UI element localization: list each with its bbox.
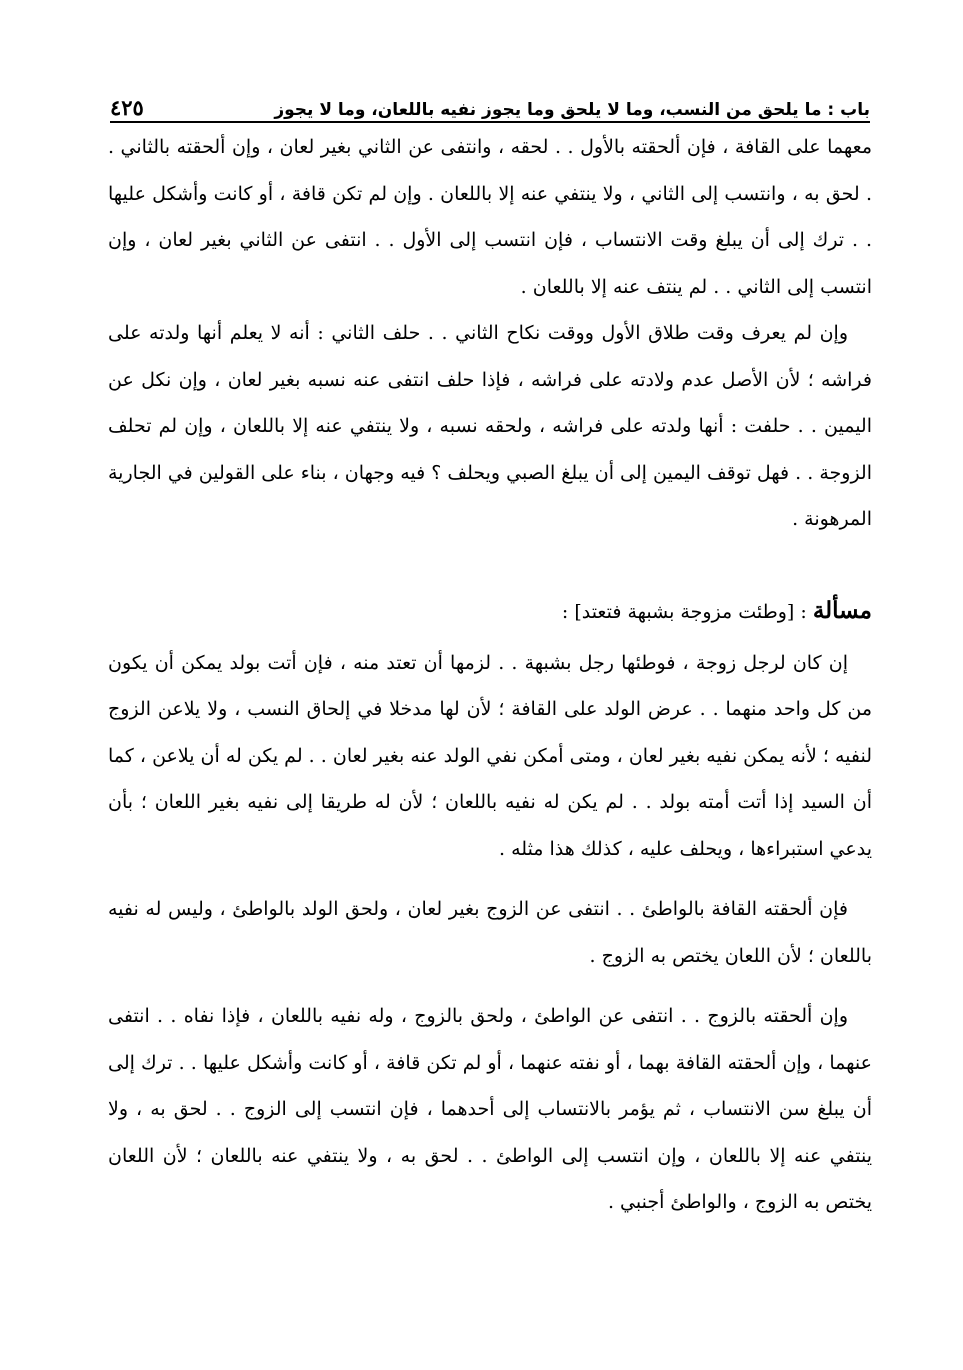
paragraph-continuation: معهما على القافة ، فإن ألحقته بالأول . . لحقه ، وانتفى عن الثاني بغير لعان ، وإن ألحقته بالثاني . . لحق به ، وانتسب إلى الثاني ، ولا ينتفي عنه إلا باللعان . وإن لم تكن قافة ، أو كانت وأشكل عليها . . ترك إلى أن يبلغ وقت الانتساب ، فإن انتسب إلى الأول . . انتفى عن الثاني بغير لعان ، وإن انتسب إلى الثاني . . لم ينتف عنه إلا باللعان . bbox=[108, 136, 872, 298]
page-body bbox=[108, 124, 872, 1226]
paragraph-attached-to-wati: فإن ألحقته القافة بالواطئ . . انتفى عن الزوج بغير لعان ، ولحق الولد بالواطئ ، وليس له نفيه باللعان ؛ لأن اللعان يختص به الزوج . bbox=[108, 898, 872, 967]
page-number: ٤٢٥ bbox=[110, 95, 144, 120]
page-header bbox=[110, 86, 870, 120]
issue-heading bbox=[108, 591, 872, 632]
paragraph-attached-to-husband: وإن ألحقته بالزوج . . انتفى عن الواطئ ، ولحق بالزوج ، وله نفيه باللعان ، فإذا نفاه . . انتفى عنهما ، وإن ألحقته القافة بهما ، أو نفته عنهما ، أو لم تكن قافة ، أو كانت وأشكل عليها . . ترك إلى أن يبلغ سن الانتساب ، ثم يؤمر بالانتساب إلى أحدهما ، فإن انتسب إلى الزوج . . لحق به ، ولا ينتفي عنه إلا باللعان ، وإن انتسب إلى الواطئ . . لحق به ، ولا ينتفي عنه باللعان ؛ لأن اللعان يختص به الزوج ، والواطئ أجنبي . bbox=[108, 1005, 872, 1213]
issue-title: [وطئت مزوجة بشبهة فتعتد] : bbox=[561, 600, 795, 623]
header-rule bbox=[110, 121, 870, 123]
paragraph-issue-body: إن كان لرجل زوجة ، فوطئها رجل بشبهة . . لزمها أن تعتد منه ، فإن أتت بولد يمكن أن يكون من كل واحد منهما . . عرض الولد على القافة ؛ لأن لها مدخلا في إلحاق النسب ، ولا يلاعن الزوج لنفيه ؛ لأنه يمكن نفيه بغير لعان ، ومتى أمكن نفي الولد عنه بغير لعان . . لم يكن له أن يلاعن ، كما أن السيد إذا أتت أمته بولد . . لم يكن له نفيه باللعان ؛ لأن له طريقا إلى نفيه بغير اللعان ؛ بأن يدعي استبراءها ، ويحلف عليه ، كذلك هذا مثله . bbox=[108, 651, 872, 860]
running-title: باب : ما يلحق من النسب، وما لا يلحق وما يجوز نفيه باللعان، وما لا يجوز bbox=[274, 100, 870, 120]
paragraph-unknown-timing: وإن لم يعرف وقت طلاق الأول ووقت نكاح الثاني . . حلف الثاني : أنه لا يعلم أنها ولدته على فراشه ؛ لأن الأصل عدم ولادته على فراشه ، فإذا حلف انتفى عنه نسبه بغير لعان ، وإن نكل عن اليمين . . حلفت : أنها ولدته على فراشه ، ولحقه نسبه ، ولا ينتفي عنه إلا باللعان ، وإن لم تحلف الزوجة . . فهل توقف اليمين إلى أن يبلغ الصبي ويحلف ؟ فيه وجهان ، بناء على القولين في الجارية المرهونة . bbox=[108, 322, 872, 530]
issue-label: مسألة bbox=[812, 596, 872, 624]
issue-separator: : bbox=[794, 600, 813, 623]
